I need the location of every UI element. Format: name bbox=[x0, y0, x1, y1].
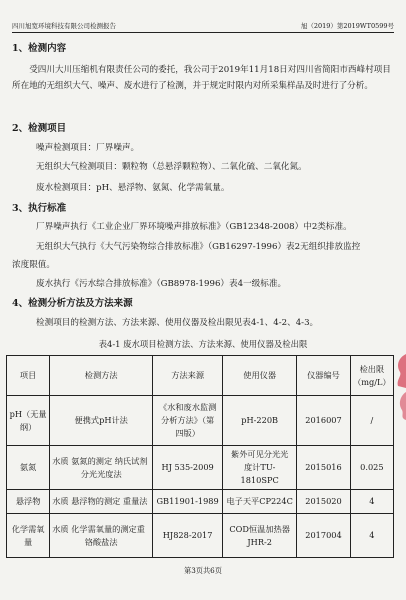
cell-method-line-2: 分光光度法 bbox=[80, 468, 122, 479]
water-items: 废水检测项目：pH、悬浮物、氨氮、化学需氧量。 bbox=[36, 183, 230, 193]
air-standard-line-1: 无组织大气执行《大气污染物综合排放标准》（GB16297-1996）表2无组织排放监控 bbox=[36, 242, 361, 252]
header-limit-line-2: （mg/L） bbox=[353, 376, 391, 387]
cell-item-line-2: 量 bbox=[24, 536, 33, 547]
cell-source: GB11901-1989 bbox=[153, 490, 223, 514]
method-table bbox=[6, 355, 394, 558]
section-4-body: 检测项目的检测方法、方法来源、使用仪器及检出限见表4-1、4-2、4-3。 bbox=[36, 318, 319, 328]
cell-method-line-1: 水质 氨氮的测定 纳氏试剂 bbox=[52, 455, 148, 466]
header-limit-line-1: 检出限 bbox=[359, 363, 385, 374]
cell-source bbox=[153, 396, 223, 446]
header-serial: 仪器编号 bbox=[297, 356, 351, 396]
cell-limit: 4 bbox=[350, 490, 393, 514]
section-3-title: 3、执行标准 bbox=[12, 203, 67, 214]
header-instrument: 使用仪器 bbox=[223, 356, 297, 396]
table-title: 表4-1 废水项目检测方法、方法来源、使用仪器及检出限 bbox=[98, 339, 308, 349]
page-header bbox=[12, 14, 394, 33]
cell-item: 氨氮 bbox=[7, 446, 50, 490]
cell-instrument-line-1: 紫外可见分光光 bbox=[231, 449, 289, 459]
air-standard-line-2: 浓度限值。 bbox=[12, 260, 55, 270]
cell-method-line-2: 铬酸盐法 bbox=[84, 536, 118, 547]
cell-instrument bbox=[223, 514, 297, 558]
cell-serial: 2016007 bbox=[297, 396, 351, 446]
cell-method-line-1: 水质 化学需氧量的测定重 bbox=[52, 523, 145, 534]
table-row bbox=[7, 396, 394, 446]
table-row bbox=[7, 490, 394, 514]
noise-standard: 厂界噪声执行《工业企业厂界环境噪声排放标准》（GB12348-2008）中2类标准。 bbox=[36, 222, 352, 232]
cell-limit: 4 bbox=[350, 514, 393, 558]
page-footer: 第3页共6页 bbox=[184, 566, 222, 575]
cell-item bbox=[7, 396, 50, 446]
cell-method bbox=[50, 396, 153, 446]
cell-item bbox=[7, 514, 50, 558]
cell-instrument-line-2: 度计TU-1810SPC bbox=[240, 462, 279, 485]
noise-items: 噪声检测项目：厂界噪声。 bbox=[36, 143, 140, 153]
cell-instrument bbox=[223, 446, 297, 490]
cell-instrument: pH-220B bbox=[223, 396, 297, 446]
section-2-title: 2、检测项目 bbox=[12, 123, 67, 134]
cell-serial: 2015016 bbox=[297, 446, 351, 490]
header-company: 四川旭宽环境科技有限公司检测报告 bbox=[12, 22, 116, 30]
header-item: 项目 bbox=[7, 356, 50, 396]
cell-item-line-2: 纲） bbox=[19, 421, 37, 432]
header-method: 检测方法 bbox=[50, 356, 153, 396]
cell-source: HJ828-2017 bbox=[153, 514, 223, 558]
cell-source: HJ 535-2009 bbox=[153, 446, 223, 490]
cell-limit: / bbox=[350, 396, 393, 446]
cell-item-line-1: pH（无量 bbox=[9, 408, 47, 419]
air-items: 无组织大气检测项目：颗粒物（总悬浮颗粒物）、二氧化硫、二氧化氮。 bbox=[36, 162, 307, 172]
cell-item: 悬浮物 bbox=[7, 490, 50, 514]
cell-source-line-3: 四版） bbox=[175, 428, 200, 438]
header-limit bbox=[350, 356, 393, 396]
cell-item-line-1: 化学需氧 bbox=[11, 523, 45, 534]
cell-serial: 2017004 bbox=[297, 514, 351, 558]
cell-method: 水质 悬浮物的测定 重量法 bbox=[50, 490, 153, 514]
cell-method bbox=[50, 514, 153, 558]
table-row bbox=[7, 514, 394, 558]
table-header-row bbox=[7, 356, 394, 396]
cell-limit: 0.025 bbox=[350, 446, 393, 490]
header-report-number: 旭（2019）第2019WT0599号 bbox=[300, 22, 394, 30]
header-source: 方法来源 bbox=[153, 356, 223, 396]
cell-instrument-line-2: JHR-2 bbox=[247, 536, 272, 547]
cell-method bbox=[50, 446, 153, 490]
cell-instrument-line-1: COD恒温加热器 bbox=[229, 523, 290, 534]
cell-source-line-1: 《水和废水监测 bbox=[158, 402, 217, 412]
section-1-title: 1、检测内容 bbox=[12, 43, 67, 54]
cell-serial: 2015020 bbox=[297, 490, 351, 514]
section-1-body: 受四川大川压缩机有限责任公司的委托，我公司于2019年11月18日对四川省简阳市西峰村项目所在地的无组织大气、噪声、废水进行了检测，并于规定时限内对所采集样品及时进行了分析。 bbox=[12, 65, 391, 91]
table-row bbox=[7, 446, 394, 490]
cell-instrument: 电子天平CP224C bbox=[223, 490, 297, 514]
stamp-mark-icon bbox=[392, 352, 406, 422]
cell-source-line-2: 分析方法》（第 bbox=[161, 415, 215, 425]
water-standard: 废水执行《污水综合排放标准》（GB8978-1996）表4一级标准。 bbox=[36, 279, 287, 289]
cell-method-line-1: 便携式pH计法 bbox=[74, 415, 128, 425]
section-4-title: 4、检测分析方法及方法来源 bbox=[12, 298, 133, 309]
